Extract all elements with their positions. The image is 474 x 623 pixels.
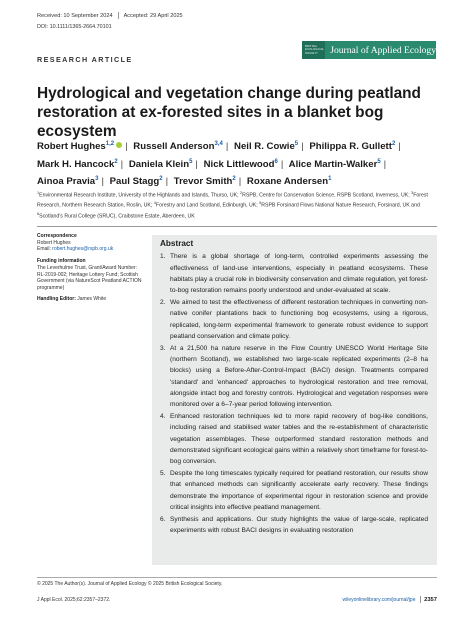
author-separator: | [301, 141, 304, 153]
abstract-item [160, 514, 428, 536]
author-list [37, 137, 437, 190]
author[interactable] [110, 176, 171, 187]
correspondence-name: Robert Hughes [37, 239, 71, 246]
email-line [37, 246, 143, 253]
affiliation-marker: 3 [95, 176, 99, 183]
affiliation-number: 1 [37, 191, 40, 195]
editor-name: James White [77, 296, 107, 303]
author-separator: | [125, 141, 128, 153]
affiliation-number: 6 [37, 211, 40, 216]
author-separator: | [101, 176, 104, 188]
editor-block [37, 296, 143, 303]
received-date: Received: 10 September 2024 [37, 12, 113, 19]
item-text: Enhanced restoration techniques led to more rapid recovery of bog-like conditions, including raised and stabilised water tables and the re-establishment of characteristic vegetation assemblages. These outperformed standard restoration methods and demonstrated significant ecological gains within a relatively short timeframe for forest-to-bog conversion. [170, 413, 428, 466]
author-name: Daniela Klein [128, 158, 190, 170]
abstract-item [160, 251, 428, 296]
funding-heading: Funding information [37, 258, 86, 265]
author-separator: | [120, 158, 124, 170]
item-text: We aimed to test the effectiveness of different restoration techniques in converting non-native conifer plantations back to functioning bog ecosystems, using a rigorous, replicated, long-term experimental framework to generate robust evidence to support peatland conservation and climate policy. [170, 299, 428, 340]
affiliations [37, 190, 437, 221]
author-name: Russell Anderson [133, 141, 215, 153]
affiliation-number: 2 [240, 191, 243, 195]
correspondence-heading: Correspondence [37, 233, 77, 239]
orcid-icon[interactable] [116, 142, 122, 148]
copyright: © 2025 The Author(s). Journal of Applied Ecology © 2025 British Ecological Society. [37, 581, 223, 587]
affiliation-marker: 3,4 [214, 141, 223, 147]
affiliation-marker: 6 [274, 158, 278, 165]
author-name: Robert Hughes [37, 141, 106, 153]
correspondence-block [37, 233, 143, 253]
affiliation-marker: 5 [189, 158, 193, 165]
affiliation-marker: 2 [159, 176, 163, 183]
email-link[interactable]: robert.hughes@rspb.org.uk [52, 246, 114, 253]
author-separator: | [383, 158, 387, 170]
affiliation-text: Forestry and Land Scotland, Edinburgh, UK; [155, 203, 260, 210]
item-text: There is a global shortage of long-term, controlled experiments assessing the effectiveness of land-use interventions, especially in peatland ecosystems. These habitats play a crucial role in biodiversity conservation and climate regulation, yet forest-to-bog restoration remains poorly understood and under-evaluated at scale. [170, 253, 428, 294]
section-divider [37, 226, 437, 227]
affiliation-marker: 5 [377, 158, 381, 165]
item-number: 1. [160, 253, 166, 261]
page-number: 2357 [424, 596, 437, 603]
affiliation-number: 4 [153, 201, 156, 206]
item-number: 2. [160, 299, 166, 307]
funding-text: The Leverhulme Trust, Grant/Award Number: RL-2019-002; Heritage Lottery Fund; Scottish Government (via NatureScot Peatland ACTION programme) [37, 264, 142, 291]
author-name: Trevor Smith [173, 176, 233, 188]
author[interactable] [37, 176, 107, 187]
author[interactable] [37, 141, 131, 152]
footer-right [343, 596, 438, 603]
author-name: Mark H. Hancock [37, 158, 115, 170]
abstract-heading: Abstract [160, 239, 194, 248]
item-number: 6. [160, 516, 166, 524]
author-separator: | [398, 141, 401, 153]
affiliation-text: RSPB Forsinard Flows National Nature Research, Forsinard, UK and [261, 203, 420, 210]
affiliation-marker: 2 [391, 141, 396, 147]
author[interactable] [133, 141, 231, 152]
journal-logo[interactable] [302, 41, 436, 59]
abstract-item [160, 297, 428, 342]
dates-bar [37, 12, 437, 19]
abstract-item [160, 343, 428, 410]
affiliation-number: 3 [411, 191, 414, 195]
affiliation-marker: 2 [114, 158, 118, 165]
abstract-box [152, 235, 437, 565]
affiliation-marker: 1 [328, 176, 332, 183]
affiliation-marker: 2 [232, 176, 236, 183]
funding-block [37, 258, 143, 291]
author-separator: | [165, 176, 169, 188]
affiliation-marker: 1,2 [105, 141, 115, 147]
item-number: 3. [160, 345, 166, 353]
author[interactable] [309, 141, 403, 152]
author-separator: | [225, 141, 229, 153]
journal-url[interactable]: wileyonlinelibrary.com/journal/jpe [342, 596, 416, 603]
author-name: Nick Littlewood [203, 158, 275, 170]
author-name: Philippa R. Gullett [309, 141, 392, 153]
abstract-item [160, 411, 428, 467]
author-separator: | [195, 158, 198, 170]
item-text: Synthesis and applications. Our study highlights the value of large-scale, replicated experiments with robust BACI designs in evaluating restoration [170, 516, 428, 535]
author[interactable] [247, 176, 332, 187]
author[interactable] [204, 159, 287, 170]
citation: J Appl Ecol. 2025;62:2357–2372. [37, 596, 111, 603]
author-name: Roxane Andersen [246, 176, 329, 188]
journal-name: Journal of Applied Ecology [330, 44, 436, 56]
page-footer [37, 596, 437, 603]
author-name: Neil R. Cowie [234, 141, 295, 153]
doi[interactable]: DOI: 10.1111/1365-2664.70101 [37, 24, 112, 30]
article-type: RESEARCH ARTICLE [37, 55, 133, 64]
item-number: 5. [160, 470, 166, 478]
affiliation-marker: 5 [294, 141, 299, 147]
item-text: At a 21,500 ha nature reserve in the Flow Country UNESCO World Heritage Site (northern Scotland), we established two large-scale replicated experiments (2–8 ha blocks) using a Before-After-Control-Impact (BACI) design. Treatments compared 'standard' and 'enhanced' approaches to hydrological restoration and tree removal, alongside intact bog and forestry controls. Hydrological and vegetation responses were monitored over a 6–7-year period following intervention. [170, 345, 428, 409]
author[interactable] [129, 159, 201, 170]
divider [420, 596, 421, 603]
accepted-date: Accepted: 29 April 2025 [123, 12, 183, 19]
affiliation-text: Environmental Research Institute, University of the Highlands and Islands, Thurso, UK; [39, 192, 240, 199]
author-name: Alice Martin-Walker [288, 158, 378, 170]
society-badge: BRITISH ECOLOGICAL SOCIETY [302, 41, 325, 59]
author[interactable] [37, 159, 126, 170]
abstract-list [160, 251, 428, 536]
affiliation-text: RSPB, Centre for Conservation Science, RSPB Scotland, Inverness, UK; [242, 192, 412, 199]
footer-divider [37, 577, 437, 578]
author-separator: | [238, 176, 242, 188]
author[interactable] [174, 176, 245, 187]
affiliation-number: 5 [259, 201, 262, 206]
author-name: Paul Stagg [109, 176, 160, 188]
author[interactable] [234, 141, 307, 152]
abstract-item [160, 468, 428, 513]
article-title: Hydrological and vegetation change during peatland restoration at ex-forested sites in a blanket bog ecosystem [37, 85, 421, 140]
item-number: 4. [160, 413, 166, 421]
author[interactable] [289, 159, 390, 170]
author-separator: | [280, 158, 284, 170]
author-name: Ainoa Pravia [37, 176, 96, 188]
affiliation-text: Forest Research, Northern Research Station, Roslin, UK; [37, 192, 428, 210]
item-text: Despite the long timescales typically required for peatland restoration, our results show that enhanced methods can significantly accelerate early recovery. These findings demonstrate the importance of experimental rigour in restoration science and provide critical insights into effective peatland management. [170, 470, 428, 511]
email-label: Email: [37, 246, 53, 253]
editor-label: Handling Editor: [37, 296, 76, 303]
divider [118, 12, 119, 19]
affiliation-text: Scotland's Rural College (SRUC), Craibstone Estate, Aberdeen, UK [39, 213, 195, 220]
sidebar [37, 233, 143, 308]
